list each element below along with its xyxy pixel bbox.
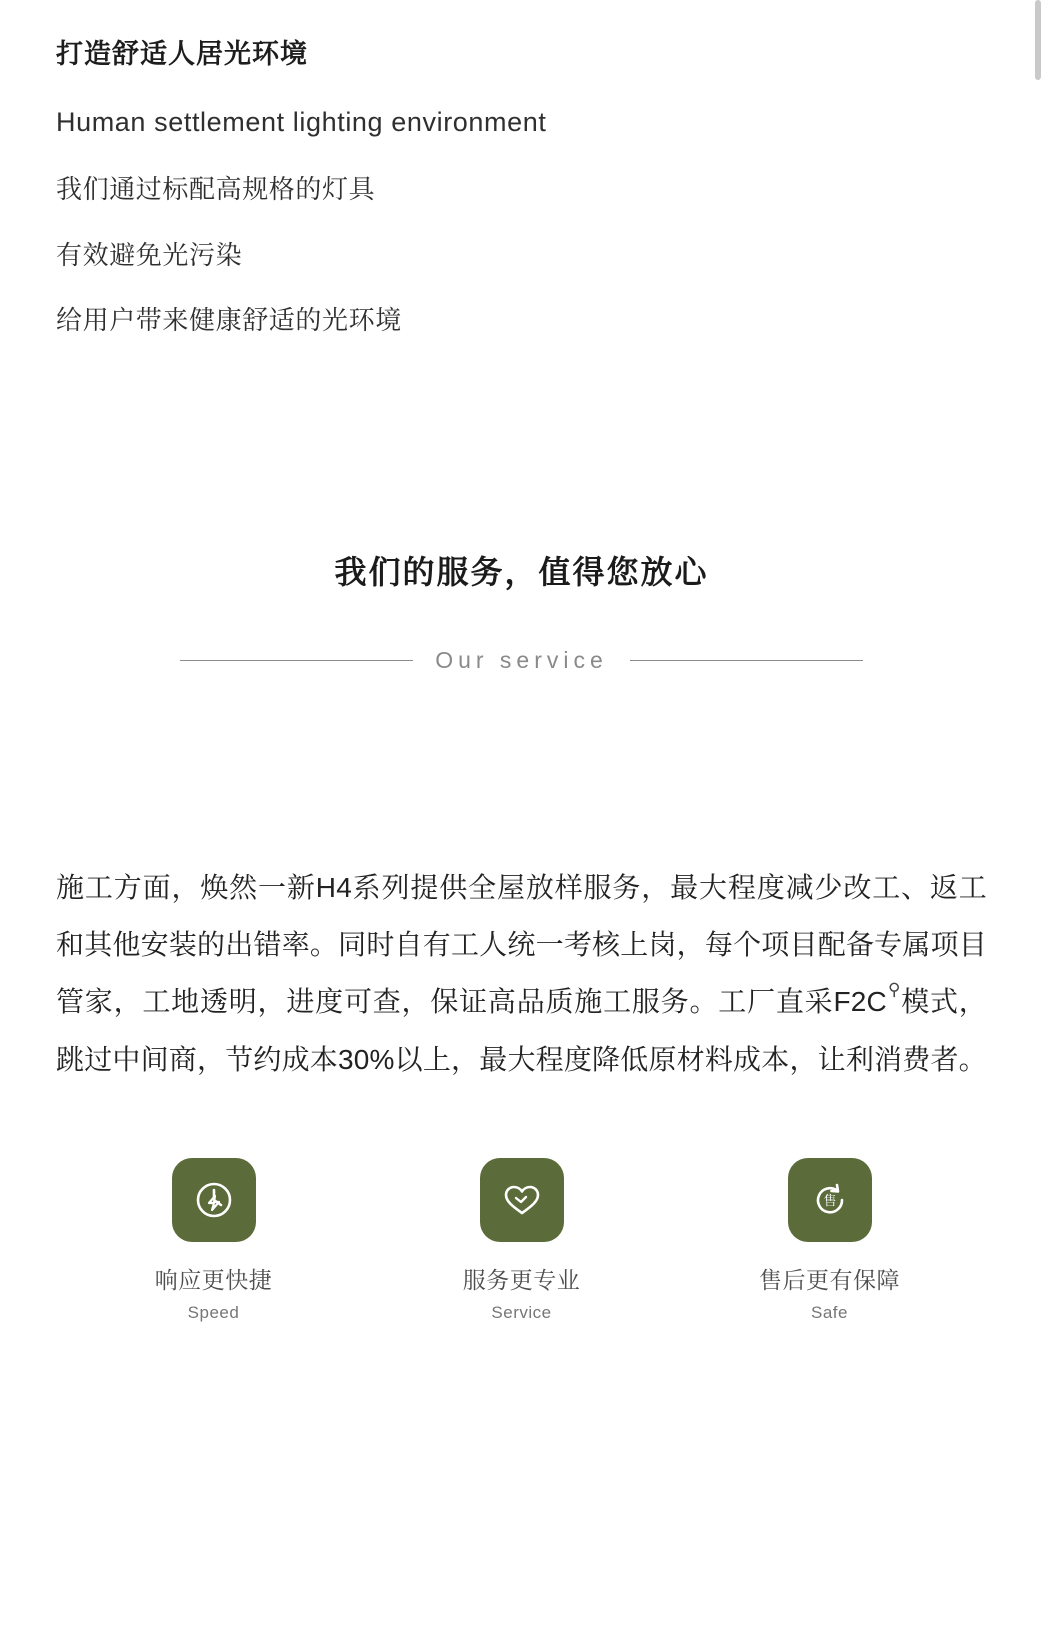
intro-section — [0, 0, 1043, 337]
feature-label: 服务更专业 — [462, 1267, 581, 1294]
feature-item-speed[interactable] — [129, 1158, 299, 1323]
f2c-label: F2C — [833, 986, 887, 1018]
section-subtitle-en: Our service — [435, 646, 608, 673]
heart-handshake-icon — [480, 1158, 564, 1242]
clock-bolt-icon — [172, 1158, 256, 1242]
feature-label-en: Speed — [187, 1303, 240, 1323]
intro-subtitle-en: Human settlement lighting environment — [56, 107, 547, 138]
svg-text:售: 售 — [822, 1193, 837, 1209]
page-title: 打造舒适人居光环境 — [56, 39, 308, 69]
feature-label-en: Safe — [811, 1303, 848, 1323]
intro-line-1: 我们通过标配高规格的灯具 — [56, 174, 376, 205]
description-part-2: 模式，跳过中间商，节约成本30%以上，最大程度降低原材料成本，让利消费者。 — [56, 986, 987, 1075]
feature-list — [0, 1158, 1043, 1323]
intro-line-2: 有效避免光污染 — [56, 239, 243, 270]
scrollbar-thumb[interactable] — [1035, 0, 1041, 80]
service-section-header — [0, 547, 1043, 674]
feature-label: 响应更快捷 — [154, 1267, 273, 1294]
service-description — [0, 859, 1043, 1089]
description-part-1: 施工方面，焕然一新H4系列提供全屋放样服务，最大程度减少改工、返工和其他安装的出错率。同时自有工人统一考核上岗，每个项目配备专属项目管家，工地透明，进度可查，保证高品质施工服务。工厂直采 — [56, 871, 987, 1018]
feature-item-service[interactable] — [437, 1158, 607, 1323]
feature-label: 售后更有保障 — [759, 1267, 900, 1294]
feature-item-safe[interactable] — [745, 1158, 915, 1323]
search-icon: ⚲ — [887, 980, 901, 1000]
section-divider — [0, 647, 1043, 674]
divider-line-right — [630, 660, 863, 661]
intro-line-3: 给用户带来健康舒适的光环境 — [56, 305, 402, 336]
page-scrollbar[interactable] — [1033, 0, 1043, 1648]
after-sales-refresh-icon — [788, 1158, 872, 1242]
section-title: 我们的服务，值得您放心 — [334, 553, 709, 590]
feature-label-en: Service — [491, 1303, 552, 1323]
f2c-keyword — [833, 973, 900, 1030]
divider-line-left — [180, 660, 413, 661]
